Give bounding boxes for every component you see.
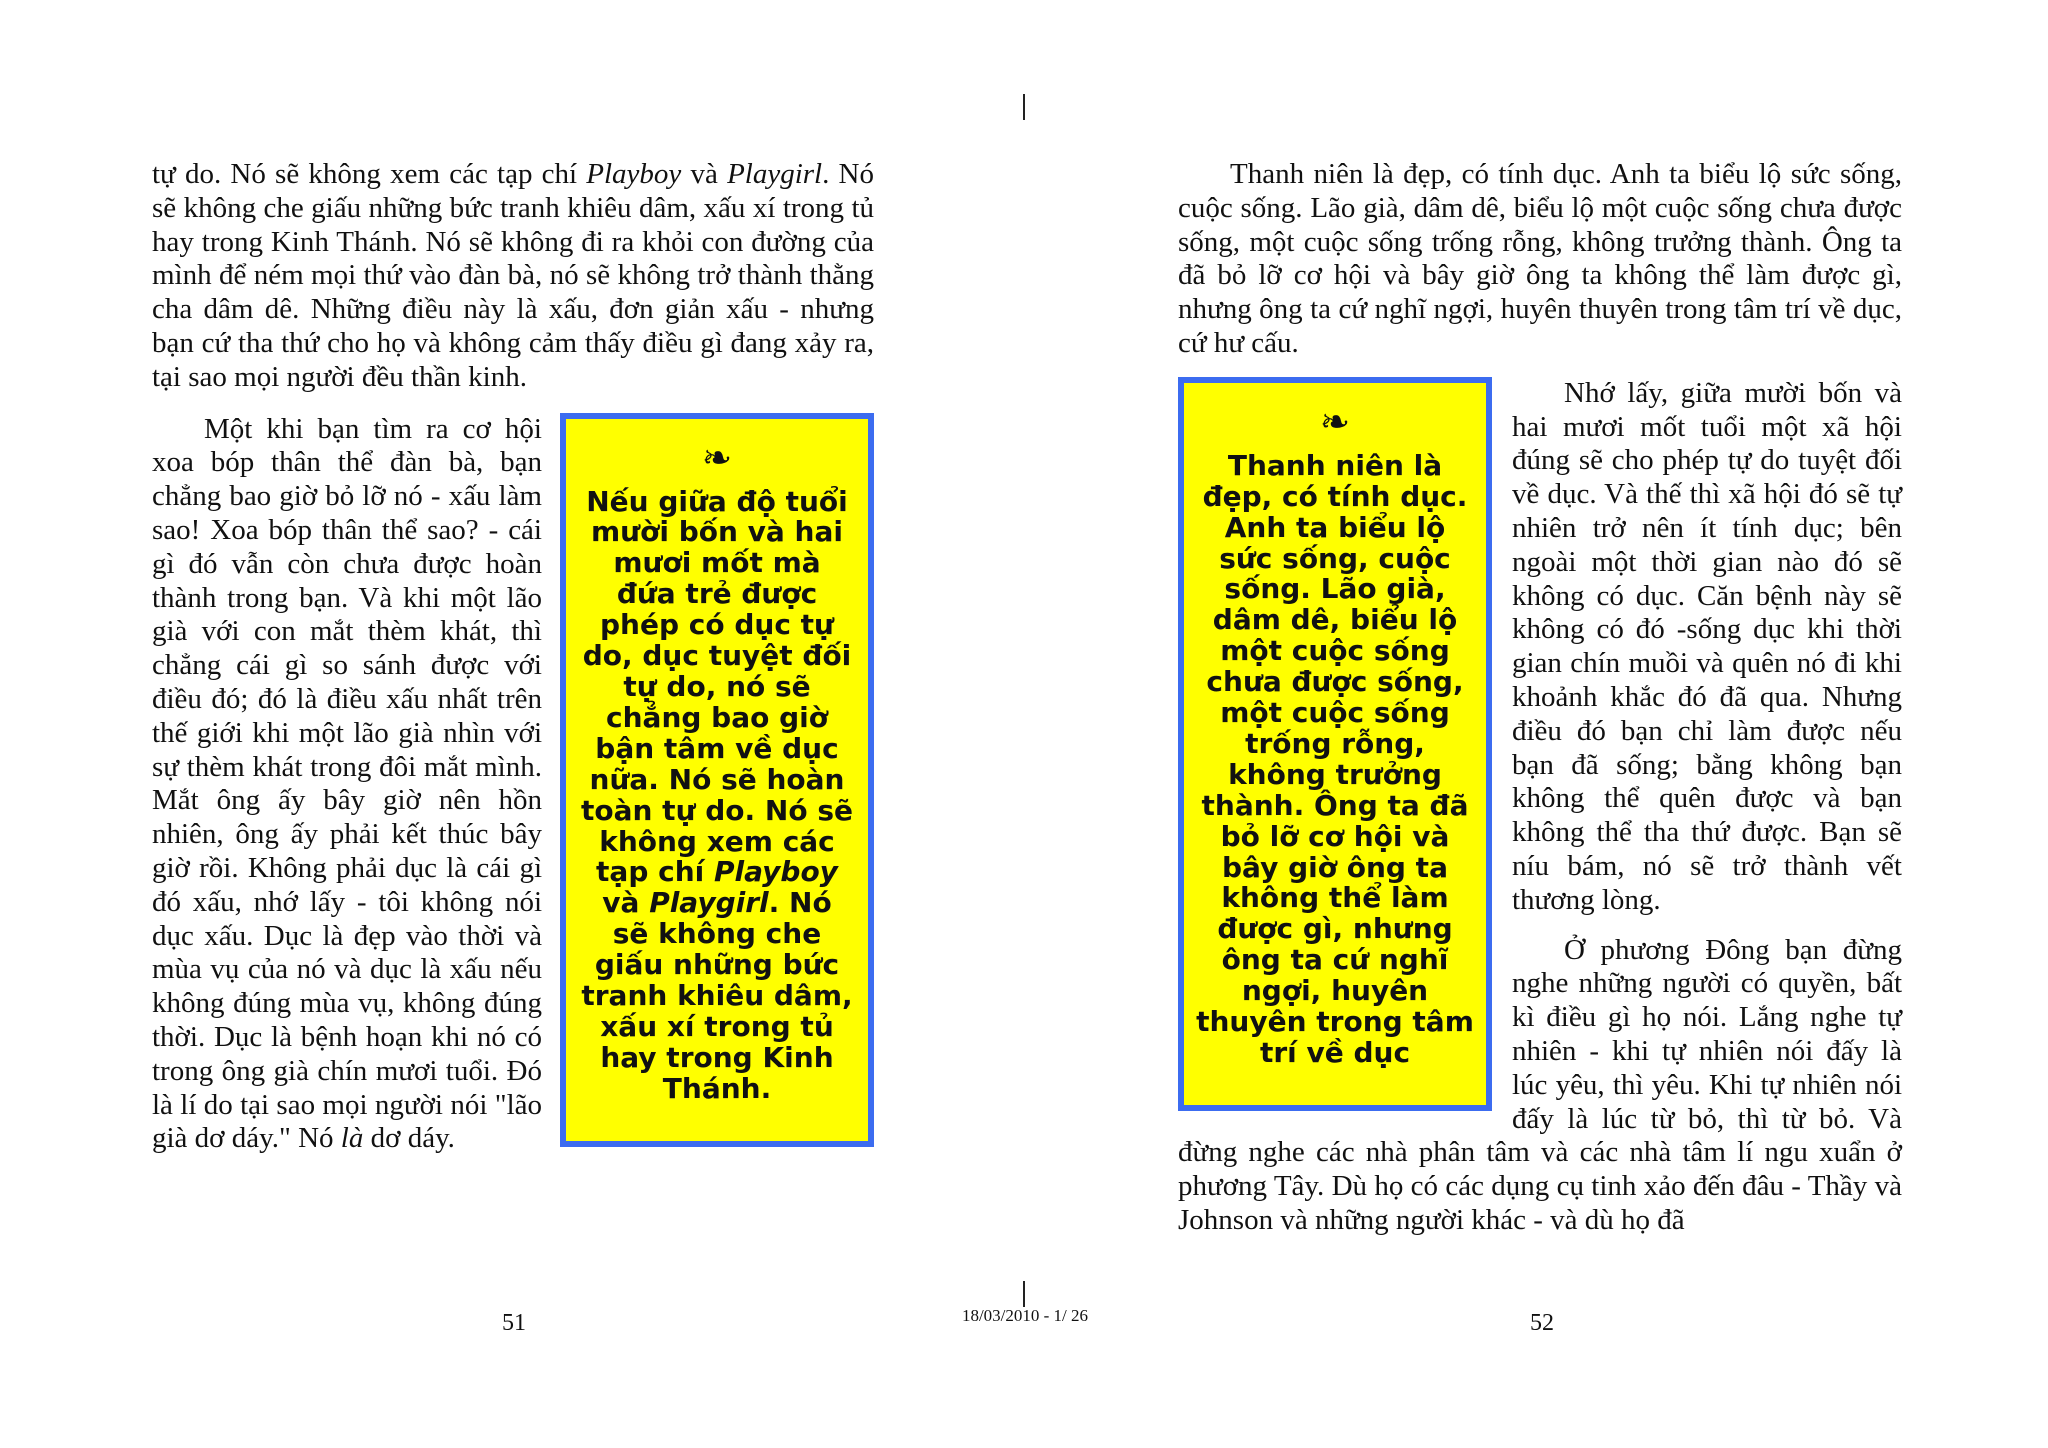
left-paragraph-1: tự do. Nó sẽ không xem các tạp chí Playboy và Playgirl. Nó sẽ không che giấu những bức tranh khiêu dâm, xấu xí trong tủ hay trong Kinh Thánh. Nó sẽ không đi ra khỏi con đường của mình để ném mọi thứ vào đàn bà, nó sẽ không trở thành thằng cha dâm dê. Những điều này là xấu, đơn giản xấu - nhưng bạn cứ tha thứ cho họ và không cảm thấy điều gì đang xảy ra, tại sao mọi người đều thần kinh. (152, 158, 874, 393)
fleuron-ornament-icon: ❧ (701, 437, 733, 479)
left-page (152, 158, 874, 1156)
right-paragraph-3: Ở phương Đông bạn đừng nghe những người có quyền, bất kì điều gì họ nói. Lắng nghe tự nhiên - khi tự nhiên nói đấy là lúc yêu, thì yêu. Khi tự nhiên nói đấy là lúc từ bỏ, thì từ bỏ. Và đừng nghe các nhà phân tâm và các nhà tâm lí ngu xuẩn ở phương Tây. Dù họ có các dụng cụ tinh xảo đến đâu - Thầy và Johnson và những người khác - và dù họ đã (1178, 933, 1902, 1236)
left-paragraph-2: Một khi bạn tìm ra cơ hội xoa bóp thân thể đàn bà, bạn chẳng bao giờ bỏ lỡ nó - xấu làm sao! Xoa bóp thân thể sao? - cái gì đó vẫn còn chưa được hoàn thành trong bạn. Và khi một lão già với con mắt thèm khát, thì chẳng cái gì so sánh được với điều đó; đó là điều xấu nhất trên thế giới khi một lão già nhìn với sự thèm khát trong đôi mắt mình. Mắt ông ấy bây giờ nên hồn nhiên, ông ấy phải kết thúc bây giờ rồi. Không phải dục là cái gì đó xấu, nhớ lấy - tôi không nói dục xấu. Dục là đẹp vào thời và mùa vụ của nó và dục là xấu nếu không đúng mùa vụ, không đúng thời. Dục là bệnh hoạn khi nó có trong ông già chín mươi tuổi. Đó là lí do tại sao mọi người nói "lão già dơ dáy." Nó là dơ dáy. (152, 412, 542, 1155)
center-top-tick (1023, 94, 1025, 120)
page-number-right: 52 (1530, 1310, 1554, 1336)
page-number-left: 51 (502, 1310, 526, 1336)
footer-date: 18/03/2010 - 1/ 26 (961, 1306, 1089, 1325)
right-page (1178, 158, 1902, 1238)
right-pull-quote-text: Thanh niên là đẹp, có tính dục. Anh ta biểu lộ sức sống, cuộc sống. Lão già, dâm dê, biểu lộ một cuộc sống chưa được sống, một cuộc sống trống rỗng, không trưởng thành. Ông ta đã bỏ lỡ cơ hội và bây giờ ông ta không thể làm được gì, nhưng ông ta cứ nghĩ ngợi, huyên thuyên trong tâm trí về dục (1196, 448, 1474, 1069)
left-pull-quote-text: Nếu giữa độ tuổi mười bốn và hai mươi mốt mà đứa trẻ được phép có dục tự do, dục tuyệt đối tự do, nó sẽ chẳng bao giờ bận tâm về dục nữa. Nó sẽ hoàn toàn tự do. Nó sẽ không xem các tạp chí Playboy và Playgirl. Nó sẽ không che giấu những bức tranh khiêu dâm, xấu xí trong tủ hay trong Kinh Thánh. (580, 484, 853, 1105)
right-paragraph-1: Thanh niên là đẹp, có tính dục. Anh ta biểu lộ sức sống, cuộc sống. Lão già, dâm dê, biểu lộ một cuộc sống chưa được sống, một cuộc sống trống rỗng, không trưởng thành. Ông ta đã bỏ lỡ cơ hội và bây giờ ông ta không thể làm được gì, nhưng ông ta cứ nghĩ ngợi, huyên thuyên trong tâm trí về dục, cứ hư cấu. (1178, 158, 1902, 359)
left-pull-quote-box (560, 413, 874, 1147)
right-pull-quote-box (1178, 377, 1492, 1111)
fleuron-ornament-icon: ❧ (1319, 401, 1351, 443)
center-bottom-tick (1023, 1281, 1025, 1307)
right-paragraph-2: Nhớ lấy, giữa mười bốn và hai mươi mốt tuổi một xã hội đúng sẽ cho phép tự do tuyệt đối về dục. Và thế thì xã hội đó sẽ tự nhiên trở nên ít tính dục; bên ngoài một thời gian nào đó sẽ không có dục. Căn bệnh này sẽ không có đó -sống dục khi thời gian chín muồi và quên nó đi khi khoảnh khắc đó đã qua. Nhưng điều đó bạn chỉ làm được nếu bạn đã sống; bằng không bạn không thể quên được và bạn không thể tha thứ được. Bạn sẽ níu bám, nó sẽ trở thành vết thương lòng. (1512, 376, 1902, 916)
